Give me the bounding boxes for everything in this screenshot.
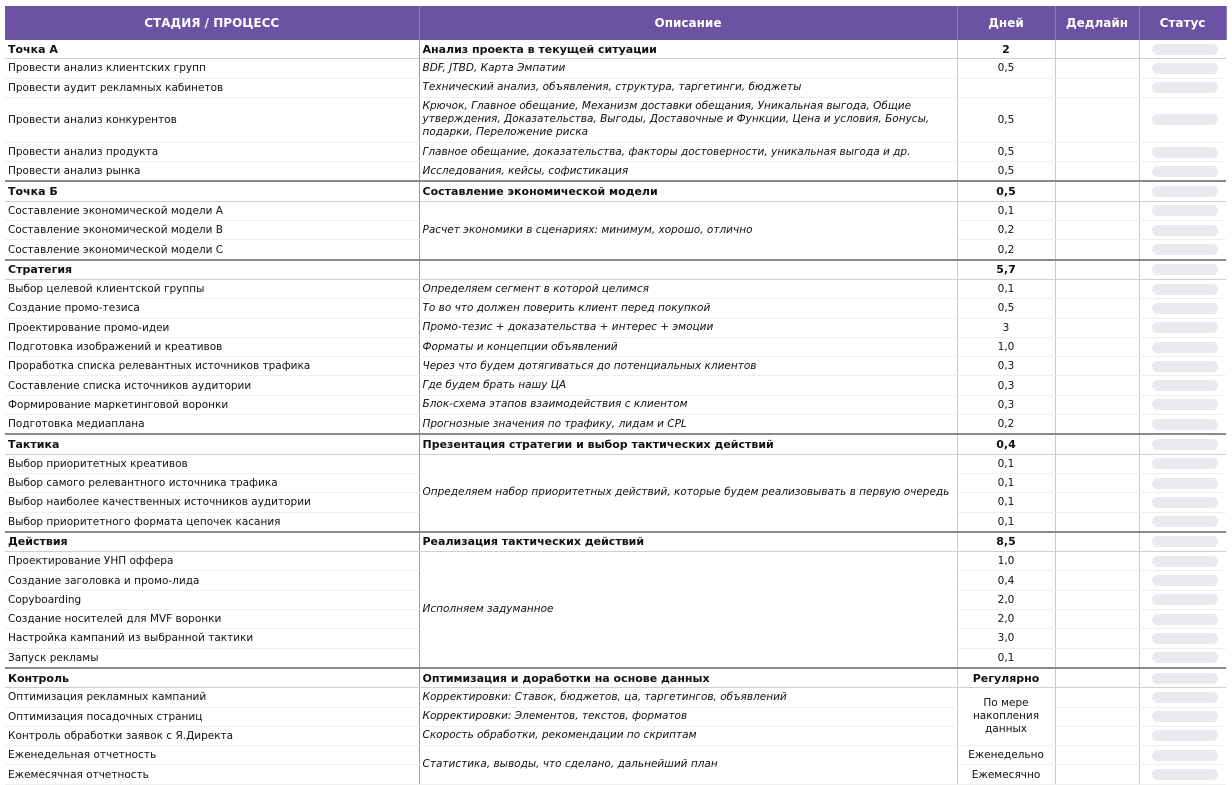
status-cell[interactable] — [1139, 552, 1226, 571]
deadline-cell[interactable] — [1055, 552, 1139, 571]
status-cell[interactable] — [1139, 571, 1226, 590]
task-row[interactable] — [5, 142, 1226, 161]
status-cell[interactable] — [1139, 142, 1226, 161]
task-row[interactable] — [5, 337, 1226, 356]
deadline-cell[interactable] — [1055, 746, 1139, 765]
task-process: Проработка списка релевантных источников трафика — [5, 357, 419, 376]
status-pill[interactable] — [1152, 399, 1219, 410]
task-process: Провести анализ продукта — [5, 142, 419, 161]
task-process: Выбор наиболее качественных источников аудитории — [5, 493, 419, 512]
status-cell[interactable] — [1139, 629, 1226, 648]
task-days: 0,2 — [957, 221, 1055, 240]
deadline-cell[interactable] — [1055, 395, 1139, 414]
task-days: 0,2 — [957, 415, 1055, 435]
status-cell[interactable] — [1139, 454, 1226, 473]
task-process: Формирование маркетинговой воронки — [5, 395, 419, 414]
deadline-cell[interactable] — [1055, 162, 1139, 182]
status-cell[interactable] — [1139, 299, 1226, 318]
task-description: Где будем брать нашу ЦА — [419, 376, 957, 395]
status-cell[interactable] — [1139, 260, 1226, 280]
group-description: Статистика, выводы, что сделано, дальнейший план — [419, 746, 957, 785]
status-pill[interactable] — [1152, 82, 1219, 93]
task-days: 0,5 — [957, 299, 1055, 318]
task-row[interactable] — [5, 201, 1226, 220]
task-description: Крючок, Главное обещание, Механизм доставки обещания, Уникальная выгода, Общие утверждения, Доказательства, Выгоды, Доставочные и Функции, Цена и условия, Бонусы, подарки, Переложение риска — [419, 97, 957, 142]
task-row[interactable] — [5, 415, 1226, 435]
deadline-cell[interactable] — [1055, 279, 1139, 298]
status-pill[interactable] — [1152, 730, 1219, 741]
task-description: Корректировки: Ставок, бюджетов, ца, таргетингов, объявлений — [419, 688, 957, 707]
task-row[interactable] — [5, 59, 1226, 78]
status-cell[interactable] — [1139, 668, 1226, 688]
task-row[interactable] — [5, 395, 1226, 414]
status-pill[interactable] — [1152, 769, 1219, 780]
status-cell[interactable] — [1139, 162, 1226, 182]
task-description: Технический анализ, объявления, структура, таргетинги, бюджеты — [419, 78, 957, 97]
group-description: Исполняем задуманное — [419, 552, 957, 668]
status-pill[interactable] — [1152, 114, 1219, 125]
status-pill[interactable] — [1152, 614, 1219, 625]
task-process: Запуск рекламы — [5, 648, 419, 668]
status-cell[interactable] — [1139, 181, 1226, 201]
task-process: Составление списка источников аудитории — [5, 376, 419, 395]
task-days: 0,5 — [957, 59, 1055, 78]
task-days: 0,5 — [957, 162, 1055, 182]
stage-name: Контроль — [5, 668, 419, 688]
task-description: Через что будем дотягиваться до потенциальных клиентов — [419, 357, 957, 376]
status-cell[interactable] — [1139, 395, 1226, 414]
status-pill[interactable] — [1152, 575, 1219, 586]
task-description: Прогнозные значения по трафику, лидам и CPL — [419, 415, 957, 435]
task-days: 0,2 — [957, 240, 1055, 260]
status-cell[interactable] — [1139, 318, 1226, 337]
deadline-cell[interactable] — [1055, 726, 1139, 745]
stage-name: Стратегия — [5, 260, 419, 280]
task-days: 0,1 — [957, 473, 1055, 492]
status-pill[interactable] — [1152, 147, 1219, 158]
task-days: Еженедельно — [957, 746, 1055, 765]
status-pill[interactable] — [1152, 633, 1219, 644]
task-process: Создание промо-тезиса — [5, 299, 419, 318]
stage-description: Презентация стратегии и выбор тактических действий — [419, 434, 957, 454]
status-pill[interactable] — [1152, 750, 1219, 761]
stage-days: 2 — [957, 40, 1055, 59]
task-process: Провести анализ рынка — [5, 162, 419, 182]
status-pill[interactable] — [1152, 439, 1219, 450]
deadline-cell[interactable] — [1055, 590, 1139, 609]
task-process: Создание носителей для MVF воронки — [5, 610, 419, 629]
status-cell[interactable] — [1139, 512, 1226, 532]
project-plan-sheet — [5, 6, 1226, 785]
status-cell[interactable] — [1139, 707, 1226, 726]
task-process: Еженедельная отчетность — [5, 746, 419, 765]
task-process: Создание заголовка и промо-лида — [5, 571, 419, 590]
status-pill[interactable] — [1152, 711, 1219, 722]
status-pill[interactable] — [1152, 361, 1219, 372]
task-process: Оптимизация посадочных страниц — [5, 707, 419, 726]
deadline-cell[interactable] — [1055, 221, 1139, 240]
status-pill[interactable] — [1152, 205, 1219, 216]
header-description[interactable]: Описание — [419, 6, 957, 40]
status-pill[interactable] — [1152, 322, 1219, 333]
task-row[interactable] — [5, 162, 1226, 182]
deadline-cell[interactable] — [1055, 337, 1139, 356]
task-row[interactable] — [5, 688, 1226, 707]
status-cell[interactable] — [1139, 279, 1226, 298]
task-row[interactable] — [5, 454, 1226, 473]
task-process: Провести анализ конкурентов — [5, 97, 419, 142]
deadline-cell[interactable] — [1055, 454, 1139, 473]
task-days: 0,3 — [957, 357, 1055, 376]
deadline-cell[interactable] — [1055, 629, 1139, 648]
status-pill[interactable] — [1152, 166, 1219, 177]
status-cell[interactable] — [1139, 726, 1226, 745]
status-pill[interactable] — [1152, 458, 1219, 469]
header-status[interactable]: Статус — [1139, 6, 1226, 40]
status-pill[interactable] — [1152, 692, 1219, 703]
stage-name: Точка Б — [5, 181, 419, 201]
deadline-cell[interactable] — [1055, 376, 1139, 395]
task-row[interactable] — [5, 78, 1226, 97]
deadline-cell[interactable] — [1055, 357, 1139, 376]
task-row[interactable] — [5, 279, 1226, 298]
status-cell[interactable] — [1139, 610, 1226, 629]
task-description: BDF, JTBD, Карта Эмпатии — [419, 59, 957, 78]
task-days: 0,5 — [957, 97, 1055, 142]
task-process: Составление экономической модели B — [5, 221, 419, 240]
status-pill[interactable] — [1152, 536, 1219, 547]
deadline-cell[interactable] — [1055, 240, 1139, 260]
deadline-cell[interactable] — [1055, 260, 1139, 280]
task-row[interactable] — [5, 357, 1226, 376]
status-cell[interactable] — [1139, 415, 1226, 435]
status-cell[interactable] — [1139, 240, 1226, 260]
task-days: 1,0 — [957, 337, 1055, 356]
deadline-cell[interactable] — [1055, 415, 1139, 435]
status-cell[interactable] — [1139, 434, 1226, 454]
task-process: Ежемесячная отчетность — [5, 765, 419, 784]
stage-name: Тактика — [5, 434, 419, 454]
task-days: 0,1 — [957, 279, 1055, 298]
group-description: Определяем набор приоритетных действий, которые будем реализовывать в первую очередь — [419, 454, 957, 532]
header-deadline[interactable]: Дедлайн — [1055, 6, 1139, 40]
task-row[interactable] — [5, 318, 1226, 337]
header-days[interactable]: Дней — [957, 6, 1055, 40]
task-description: Блок-схема этапов взаимодействия с клиентом — [419, 395, 957, 414]
task-process: Подготовка медиаплана — [5, 415, 419, 435]
deadline-cell[interactable] — [1055, 512, 1139, 532]
stage-description — [419, 260, 957, 280]
deadline-cell[interactable] — [1055, 473, 1139, 492]
task-row[interactable] — [5, 552, 1226, 571]
task-days: 3,0 — [957, 629, 1055, 648]
stage-days: 5,7 — [957, 260, 1055, 280]
task-days: 2,0 — [957, 610, 1055, 629]
task-description: Форматы и концепции объявлений — [419, 337, 957, 356]
deadline-cell[interactable] — [1055, 688, 1139, 707]
deadline-cell[interactable] — [1055, 434, 1139, 454]
deadline-cell[interactable] — [1055, 493, 1139, 512]
task-process: Составление экономической модели C — [5, 240, 419, 260]
stage-row-point-a[interactable] — [5, 40, 1226, 59]
status-cell[interactable] — [1139, 746, 1226, 765]
days-note: По мере накопления данных — [957, 688, 1055, 746]
stage-row-tactics[interactable] — [5, 434, 1226, 454]
task-days: 0,4 — [957, 571, 1055, 590]
deadline-cell[interactable] — [1055, 648, 1139, 668]
task-process: Настройка кампаний из выбранной тактики — [5, 629, 419, 648]
deadline-cell[interactable] — [1055, 532, 1139, 552]
status-pill[interactable] — [1152, 303, 1219, 314]
stage-row-control[interactable] — [5, 668, 1226, 688]
stage-row-point-b[interactable] — [5, 181, 1226, 201]
task-description: Скорость обработки, рекомендации по скриптам — [419, 726, 957, 745]
status-pill[interactable] — [1152, 478, 1219, 489]
status-pill[interactable] — [1152, 342, 1219, 353]
task-row[interactable] — [5, 97, 1226, 142]
task-process: Провести анализ клиентских групп — [5, 59, 419, 78]
status-cell[interactable] — [1139, 473, 1226, 492]
group-description: Расчет экономики в сценариях: минимум, хорошо, отлично — [419, 201, 957, 259]
task-process: Оптимизация рекламных кампаний — [5, 688, 419, 707]
stage-row-strategy[interactable] — [5, 260, 1226, 280]
stage-days: 0,4 — [957, 434, 1055, 454]
task-process: Проектирование промо-идеи — [5, 318, 419, 337]
deadline-cell[interactable] — [1055, 59, 1139, 78]
status-cell[interactable] — [1139, 376, 1226, 395]
stage-description: Оптимизация и доработки на основе данных — [419, 668, 957, 688]
deadline-cell[interactable] — [1055, 97, 1139, 142]
task-process: Проектирование УНП оффера — [5, 552, 419, 571]
deadline-cell[interactable] — [1055, 318, 1139, 337]
task-description: То во что должен поверить клиент перед покупкой — [419, 299, 957, 318]
status-pill[interactable] — [1152, 419, 1219, 430]
task-days: 0,3 — [957, 376, 1055, 395]
stage-name: Точка А — [5, 40, 419, 59]
task-process: Контроль обработки заявок с Я.Директа — [5, 726, 419, 745]
status-cell[interactable] — [1139, 590, 1226, 609]
task-days: 0,1 — [957, 493, 1055, 512]
task-days: 0,1 — [957, 512, 1055, 532]
status-pill[interactable] — [1152, 284, 1219, 295]
status-cell[interactable] — [1139, 221, 1226, 240]
status-cell[interactable] — [1139, 765, 1226, 784]
stage-description: Анализ проекта в текущей ситуации — [419, 40, 957, 59]
header-row — [5, 6, 1226, 40]
stage-name: Действия — [5, 532, 419, 552]
task-process: Copyboarding — [5, 590, 419, 609]
deadline-cell[interactable] — [1055, 765, 1139, 784]
header-stage[interactable]: СТАДИЯ / ПРОЦЕСС — [5, 6, 419, 40]
task-row[interactable] — [5, 299, 1226, 318]
status-pill[interactable] — [1152, 264, 1219, 275]
stage-days: Регулярно — [957, 668, 1055, 688]
status-cell[interactable] — [1139, 97, 1226, 142]
status-pill[interactable] — [1152, 63, 1219, 74]
task-description: Корректировки: Элементов, текстов, форматов — [419, 707, 957, 726]
status-pill[interactable] — [1152, 556, 1219, 567]
status-pill[interactable] — [1152, 594, 1219, 605]
task-row[interactable] — [5, 746, 1226, 765]
status-cell[interactable] — [1139, 201, 1226, 220]
task-process: Выбор приоритетного формата цепочек касания — [5, 512, 419, 532]
task-description: Главное обещание, доказательства, факторы достоверности, уникальная выгода и др. — [419, 142, 957, 161]
status-cell[interactable] — [1139, 357, 1226, 376]
stage-days: 8,5 — [957, 532, 1055, 552]
deadline-cell[interactable] — [1055, 610, 1139, 629]
task-days: Ежемесячно — [957, 765, 1055, 784]
status-cell[interactable] — [1139, 688, 1226, 707]
status-pill[interactable] — [1152, 516, 1219, 527]
task-days: 0,1 — [957, 648, 1055, 668]
status-cell[interactable] — [1139, 493, 1226, 512]
task-days — [957, 78, 1055, 97]
task-row[interactable] — [5, 376, 1226, 395]
project-plan-table — [5, 6, 1227, 785]
task-days: 3 — [957, 318, 1055, 337]
status-pill[interactable] — [1152, 186, 1219, 197]
task-days: 0,1 — [957, 454, 1055, 473]
task-description: Определяем сегмент в которой целимся — [419, 279, 957, 298]
deadline-cell[interactable] — [1055, 78, 1139, 97]
status-cell[interactable] — [1139, 78, 1226, 97]
task-days: 1,0 — [957, 552, 1055, 571]
task-process: Выбор приоритетных креативов — [5, 454, 419, 473]
task-process: Подготовка изображений и креативов — [5, 337, 419, 356]
deadline-cell[interactable] — [1055, 181, 1139, 201]
task-days: 0,5 — [957, 142, 1055, 161]
status-pill[interactable] — [1152, 225, 1219, 236]
deadline-cell[interactable] — [1055, 707, 1139, 726]
status-cell[interactable] — [1139, 40, 1226, 59]
task-description: Промо-тезис + доказательства + интерес + эмоции — [419, 318, 957, 337]
task-days: 0,3 — [957, 395, 1055, 414]
task-description: Исследования, кейсы, софистикация — [419, 162, 957, 182]
task-process: Составление экономической модели A — [5, 201, 419, 220]
status-cell[interactable] — [1139, 59, 1226, 78]
status-pill[interactable] — [1152, 652, 1219, 663]
status-pill[interactable] — [1152, 244, 1219, 255]
task-days: 0,1 — [957, 201, 1055, 220]
stage-days: 0,5 — [957, 181, 1055, 201]
stage-description: Составление экономической модели — [419, 181, 957, 201]
status-pill[interactable] — [1152, 380, 1219, 391]
deadline-cell[interactable] — [1055, 668, 1139, 688]
status-pill[interactable] — [1152, 44, 1219, 55]
deadline-cell[interactable] — [1055, 571, 1139, 590]
deadline-cell[interactable] — [1055, 201, 1139, 220]
deadline-cell[interactable] — [1055, 299, 1139, 318]
task-days: 2,0 — [957, 590, 1055, 609]
task-process: Выбор самого релевантного источника трафика — [5, 473, 419, 492]
status-cell[interactable] — [1139, 648, 1226, 668]
deadline-cell[interactable] — [1055, 142, 1139, 161]
status-cell[interactable] — [1139, 337, 1226, 356]
status-pill[interactable] — [1152, 497, 1219, 508]
status-pill[interactable] — [1152, 673, 1219, 684]
stage-description: Реализация тактических действий — [419, 532, 957, 552]
status-cell[interactable] — [1139, 532, 1226, 552]
task-process: Провести аудит рекламных кабинетов — [5, 78, 419, 97]
stage-row-actions[interactable] — [5, 532, 1226, 552]
deadline-cell[interactable] — [1055, 40, 1139, 59]
task-process: Выбор целевой клиентской группы — [5, 279, 419, 298]
